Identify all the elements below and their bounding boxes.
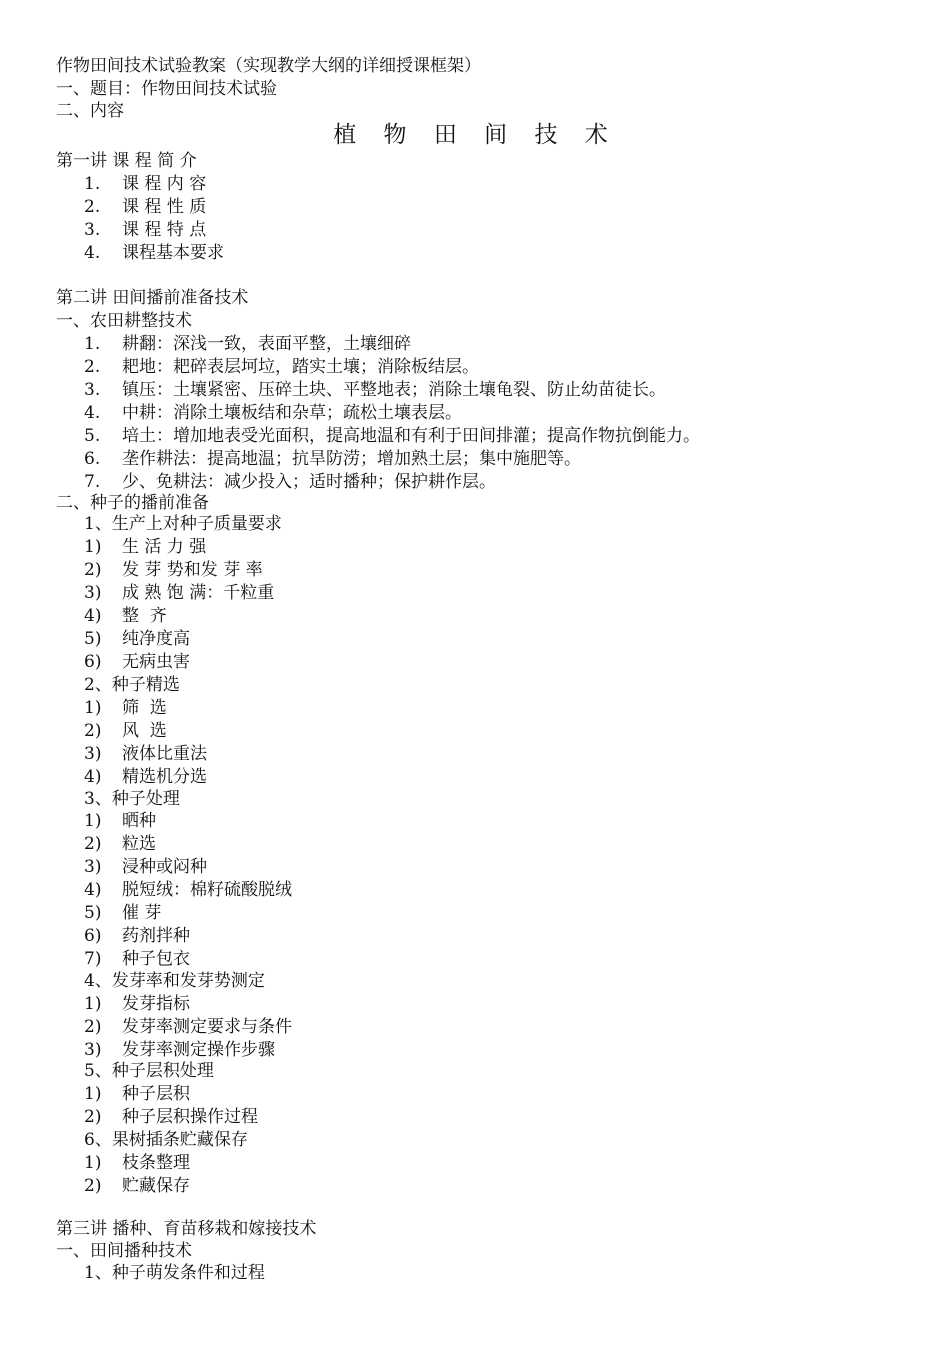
item-number: 2) xyxy=(84,1176,102,1196)
item-number: 1) xyxy=(84,1153,102,1173)
subsection-heading: 5、种子层积处理 xyxy=(84,1061,214,1081)
list-item xyxy=(84,810,156,833)
list-item xyxy=(84,925,190,948)
list-item xyxy=(84,720,167,743)
item-text: 成 熟 饱 满：千粒重 xyxy=(122,583,275,603)
item-text: 培土：增加地表受光面积，提高地温和有利于田间排灌；提高作物抗倒能力。 xyxy=(122,426,700,446)
item-text: 发 芽 势和发 芽 率 xyxy=(122,560,263,580)
list-item xyxy=(84,948,190,971)
item-text: 发芽指标 xyxy=(122,994,190,1014)
item-text: 粒选 xyxy=(122,834,156,854)
item-text: 垄作耕法：提高地温；抗旱防涝；增加熟土层；集中施肥等。 xyxy=(122,449,581,469)
item-number: 1) xyxy=(84,994,102,1014)
item-text: 课程基本要求 xyxy=(122,243,224,263)
item-text: 脱短绒：棉籽硫酸脱绒 xyxy=(122,880,292,900)
item-text: 种子包衣 xyxy=(122,949,190,969)
list-item xyxy=(84,356,479,379)
list-item xyxy=(84,833,156,856)
item-number: 4. xyxy=(84,403,101,423)
item-text: 镇压：土壤紧密、压碎土块、平整地表；消除土壤龟裂、防止幼苗徒长。 xyxy=(122,380,666,400)
list-item xyxy=(84,1039,275,1062)
list-item xyxy=(84,993,190,1016)
section-heading: 二、种子的播前准备 xyxy=(56,493,209,513)
subsection-heading: 1、生产上对种子质量要求 xyxy=(84,514,282,534)
list-item xyxy=(84,766,207,789)
item-text: 纯净度高 xyxy=(122,629,190,649)
list-item xyxy=(84,333,411,356)
item-number: 2) xyxy=(84,721,102,741)
list-item xyxy=(84,1083,190,1106)
list-item xyxy=(84,1106,258,1129)
list-item xyxy=(84,471,496,494)
item-number: 6. xyxy=(84,449,101,469)
item-text: 筛 选 xyxy=(122,698,167,718)
item-text: 催 芽 xyxy=(122,903,162,923)
item-text: 无病虫害 xyxy=(122,652,190,672)
item-text: 课 程 特 点 xyxy=(122,220,207,240)
item-number: 2. xyxy=(84,357,101,377)
list-item xyxy=(84,173,206,196)
item-number: 4) xyxy=(84,880,102,900)
item-text: 液体比重法 xyxy=(122,744,207,764)
subsection-heading: 2、种子精选 xyxy=(84,675,180,695)
item-number: 4) xyxy=(84,767,102,787)
list-item xyxy=(84,402,462,425)
item-number: 5) xyxy=(84,629,102,649)
item-number: 3) xyxy=(84,744,102,764)
item-number: 5) xyxy=(84,903,102,923)
item-number: 1) xyxy=(84,698,102,718)
item-text: 耙地：耙碎表层坷垃，踏实土壤；消除板结层。 xyxy=(122,357,479,377)
item-text: 贮藏保存 xyxy=(122,1176,190,1196)
item-number: 2) xyxy=(84,560,102,580)
list-item xyxy=(84,697,167,720)
item-number: 7. xyxy=(84,472,101,492)
lecture1-heading: 第一讲 课 程 简 介 xyxy=(56,151,197,171)
item-number: 3) xyxy=(84,583,102,603)
subsection-heading: 4、发芽率和发芽势测定 xyxy=(84,971,265,991)
item-number: 6) xyxy=(84,652,102,672)
list-item xyxy=(84,856,207,879)
item-text: 发芽率测定要求与条件 xyxy=(122,1017,292,1037)
subsection-heading: 6、果树插条贮藏保存 xyxy=(84,1130,248,1150)
list-item xyxy=(84,219,206,242)
list-item xyxy=(84,559,263,582)
lecture3-heading: 第三讲 播种、育苗移栽和嫁接技术 xyxy=(56,1219,317,1239)
lecture2-heading: 第二讲 田间播前准备技术 xyxy=(56,288,249,308)
list-item xyxy=(84,242,224,265)
list-item xyxy=(84,1175,190,1198)
item-text: 课 程 性 质 xyxy=(122,197,207,217)
item-number: 3) xyxy=(84,1040,102,1060)
item-number: 6) xyxy=(84,926,102,946)
item-number: 1. xyxy=(84,334,101,354)
item-text: 精选机分选 xyxy=(122,767,207,787)
page-title: 植 物 田 间 技 术 xyxy=(333,122,618,148)
item-text: 生 活 力 强 xyxy=(122,537,207,557)
item-text: 整 齐 xyxy=(122,606,167,626)
item-number: 5. xyxy=(84,426,101,446)
item-number: 7) xyxy=(84,949,102,969)
item-text: 中耕：消除土壤板结和杂草；疏松土壤表层。 xyxy=(122,403,462,423)
item-number: 2) xyxy=(84,1107,102,1127)
list-item xyxy=(84,425,700,448)
item-number: 2. xyxy=(84,197,101,217)
doc-header-line: 作物田间技术试验教案（实现教学大纲的详细授课框架） xyxy=(56,56,481,76)
item-number: 1. xyxy=(84,174,101,194)
item-text: 少、免耕法：减少投入；适时播种；保护耕作层。 xyxy=(122,472,496,492)
item-number: 1) xyxy=(84,537,102,557)
item-text: 发芽率测定操作步骤 xyxy=(122,1040,275,1060)
item-number: 3. xyxy=(84,220,101,240)
list-item xyxy=(84,743,207,766)
item-text: 晒种 xyxy=(122,811,156,831)
subsection-heading: 3、种子处理 xyxy=(84,789,180,809)
item-number: 2) xyxy=(84,1017,102,1037)
item-number: 1) xyxy=(84,811,102,831)
item-text: 药剂拌种 xyxy=(122,926,190,946)
list-item xyxy=(84,1152,190,1175)
list-item xyxy=(84,1016,292,1039)
item-number: 3) xyxy=(84,857,102,877)
item-text: 风 选 xyxy=(122,721,167,741)
item-text: 种子层积操作过程 xyxy=(122,1107,258,1127)
item-text: 耕翻：深浅一致，表面平整，土壤细碎 xyxy=(122,334,411,354)
list-item xyxy=(84,196,206,219)
item-number: 1) xyxy=(84,1084,102,1104)
list-item xyxy=(84,651,190,674)
topic-line: 一、题目：作物田间技术试验 xyxy=(56,79,277,99)
content-label: 二、内容 xyxy=(56,101,124,121)
list-item xyxy=(84,536,206,559)
section-heading: 一、农田耕整技术 xyxy=(56,311,192,331)
item-number: 2) xyxy=(84,834,102,854)
item-text: 浸种或闷种 xyxy=(122,857,207,877)
item-text: 枝条整理 xyxy=(122,1153,190,1173)
item-number: 3. xyxy=(84,380,101,400)
item-text: 课 程 内 容 xyxy=(122,174,207,194)
list-item xyxy=(84,582,274,605)
item-number: 4) xyxy=(84,606,102,626)
subsection-heading: 1、种子萌发条件和过程 xyxy=(84,1263,265,1283)
list-item xyxy=(84,879,292,902)
item-number: 4. xyxy=(84,243,101,263)
list-item xyxy=(84,448,581,471)
list-item xyxy=(84,605,167,628)
list-item xyxy=(84,379,666,402)
section-heading: 一、田间播种技术 xyxy=(56,1241,192,1261)
list-item xyxy=(84,628,190,651)
list-item xyxy=(84,902,161,925)
item-text: 种子层积 xyxy=(122,1084,190,1104)
